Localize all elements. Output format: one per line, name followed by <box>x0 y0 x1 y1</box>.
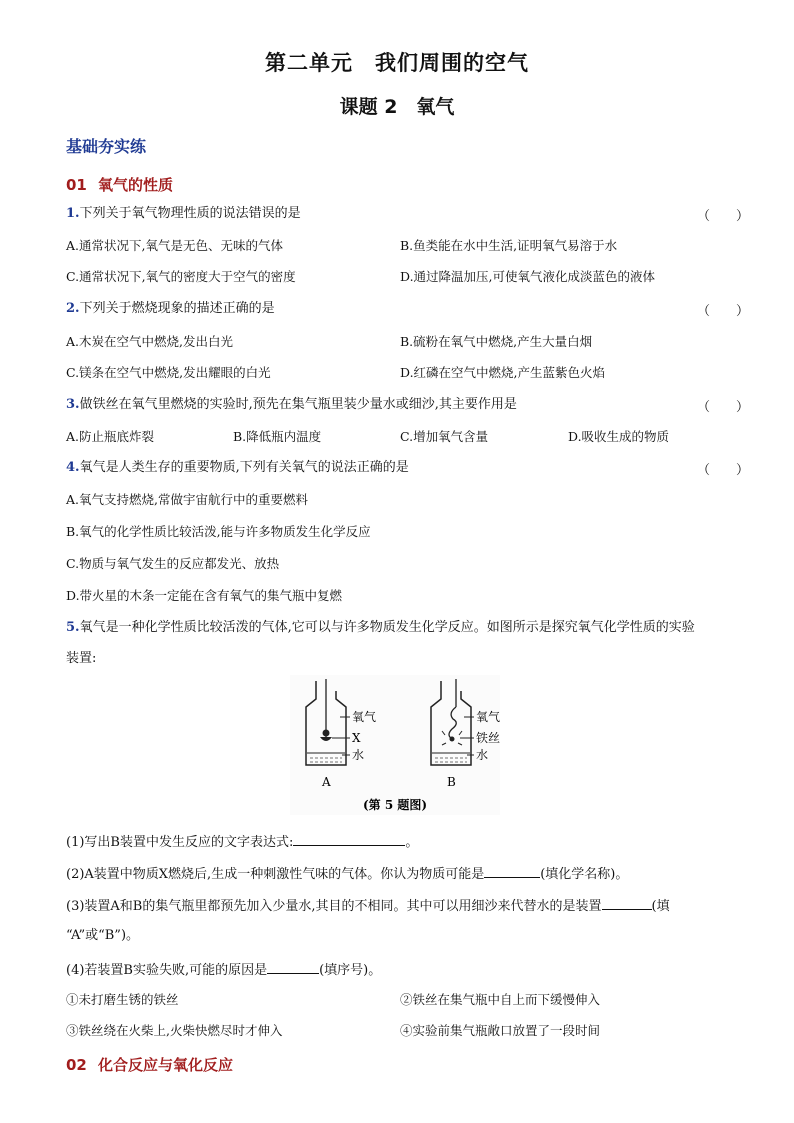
label-water-a: 水 <box>352 748 365 762</box>
experiment-figure <box>290 675 500 815</box>
option-d: D.吸收生成的物质 <box>568 429 670 444</box>
option-b: B.降低瓶内温度 <box>233 429 322 444</box>
figure-caption: (第 5 题图) <box>362 798 428 812</box>
option-a: A.氧气支持燃烧,常做宇宙航行中的重要燃料 <box>66 492 308 507</box>
subquestion-text-end: (填序号)。 <box>319 963 382 978</box>
option-c: C.镁条在空气中燃烧,发出耀眼的白光 <box>66 365 271 380</box>
topic-heading-02 <box>66 1054 233 1075</box>
topic-label: 氧气的性质 <box>98 176 174 194</box>
subquestion-text: (4)若装置B实验失败,可能的原因是 <box>66 963 268 978</box>
answer-parentheses: （ ） <box>697 463 750 478</box>
question-3 <box>66 396 517 414</box>
subquestion-text-end: (填 <box>651 899 670 914</box>
burning-spark <box>450 737 455 742</box>
choice-1: ①未打磨生锈的铁丝 <box>66 992 179 1007</box>
label-oxygen-b: 氧气 <box>476 710 500 724</box>
subquestion-text-end: 。 <box>405 835 419 850</box>
question-2 <box>66 300 275 318</box>
choice-4: ④实验前集气瓶敞口放置了一段时间 <box>400 1023 601 1038</box>
lesson-title: 课题 2 氧气 <box>339 96 455 118</box>
choice-3: ③铁丝绕在火柴上,火柴快燃尽时才伸入 <box>66 1023 283 1038</box>
option-d: D.红磷在空气中燃烧,产生蓝紫色火焰 <box>400 365 606 380</box>
label-oxygen-a: 氧气 <box>352 710 377 724</box>
option-b: B.鱼类能在水中生活,证明氧气易溶于水 <box>400 238 618 253</box>
question-4 <box>66 459 409 477</box>
answer-parentheses: （ ） <box>697 209 750 224</box>
subquestion-text-end: (填化学名称)。 <box>540 867 629 882</box>
subquestion-3-continued: “A”或“B”)。 <box>66 928 140 943</box>
question-5-continued: 装置: <box>66 651 97 666</box>
subquestion-1 <box>66 831 418 852</box>
unit-title: 第二单元 我们周围的空气 <box>265 50 529 75</box>
section-heading: 基础夯实练 <box>66 137 147 156</box>
question-1 <box>66 205 301 223</box>
question-number: 5. <box>66 620 80 635</box>
question-text: 下列关于燃烧现象的描述正确的是 <box>79 301 275 316</box>
choice-2: ②铁丝在集气瓶中自上而下缓慢伸入 <box>400 992 601 1007</box>
label-b: B <box>447 775 456 789</box>
question-number: 2. <box>66 301 80 316</box>
topic-label: 化合反应与氧化反应 <box>98 1056 234 1074</box>
label-x: X <box>352 731 361 745</box>
question-text: 氧气是人类生存的重要物质,下列有关氧气的说法正确的是 <box>79 460 409 475</box>
option-c: C.增加氧气含量 <box>400 429 489 444</box>
option-c: C.物质与氧气发生的反应都发光、放热 <box>66 556 280 571</box>
option-a: A.木炭在空气中燃烧,发出白光 <box>66 334 233 349</box>
option-d: D.带火星的木条一定能在含有氧气的集气瓶中复燃 <box>66 588 343 603</box>
question-5 <box>66 619 695 637</box>
question-text: 氧气是一种化学性质比较活泼的气体,它可以与许多物质发生化学反应。如图所示是探究氧气化学性质的实验 <box>79 620 695 635</box>
answer-blank[interactable] <box>484 863 540 878</box>
question-number: 1. <box>66 206 80 221</box>
option-a: A.通常状况下,氧气是无色、无味的气体 <box>66 238 283 253</box>
subquestion-text: (3)装置A和B的集气瓶里都预先加入少量水,其目的不相同。其中可以用细沙来代替水的是装置 <box>66 899 602 914</box>
option-d: D.通过降温加压,可使氧气液化成淡蓝色的液体 <box>400 269 656 284</box>
question-number: 4. <box>66 460 80 475</box>
answer-blank[interactable] <box>267 959 319 974</box>
label-water-b: 水 <box>476 748 489 762</box>
question-number: 3. <box>66 397 80 412</box>
topic-heading-01 <box>66 174 173 195</box>
option-b: B.硫粉在氧气中燃烧,产生大量白烟 <box>400 334 593 349</box>
option-a: A.防止瓶底炸裂 <box>66 429 155 444</box>
question-text: 做铁丝在氧气里燃烧的实验时,预先在集气瓶里装少量水或细沙,其主要作用是 <box>79 397 517 412</box>
option-b: B.氧气的化学性质比较活泼,能与许多物质发生化学反应 <box>66 524 371 539</box>
question-text: 下列关于氧气物理性质的说法错误的是 <box>79 206 301 221</box>
subquestion-text: (2)A装置中物质X燃烧后,生成一种刺激性气味的气体。你认为物质可能是 <box>66 867 485 882</box>
burning-substance-x <box>323 730 330 737</box>
subquestion-4 <box>66 959 381 980</box>
answer-blank[interactable] <box>602 895 652 910</box>
answer-parentheses: （ ） <box>697 304 750 319</box>
subquestion-text: (1)写出B装置中发生反应的文字表达式: <box>66 835 294 850</box>
topic-number: 01 <box>66 176 87 194</box>
topic-number: 02 <box>66 1056 87 1074</box>
subquestion-2 <box>66 863 628 884</box>
figure-background <box>290 675 500 815</box>
option-c: C.通常状况下,氧气的密度大于空气的密度 <box>66 269 296 284</box>
subquestion-3 <box>66 895 670 916</box>
label-a: A <box>322 775 331 789</box>
answer-parentheses: （ ） <box>697 400 750 415</box>
answer-blank[interactable] <box>293 831 405 846</box>
label-iron-wire: 铁丝 <box>476 731 500 745</box>
